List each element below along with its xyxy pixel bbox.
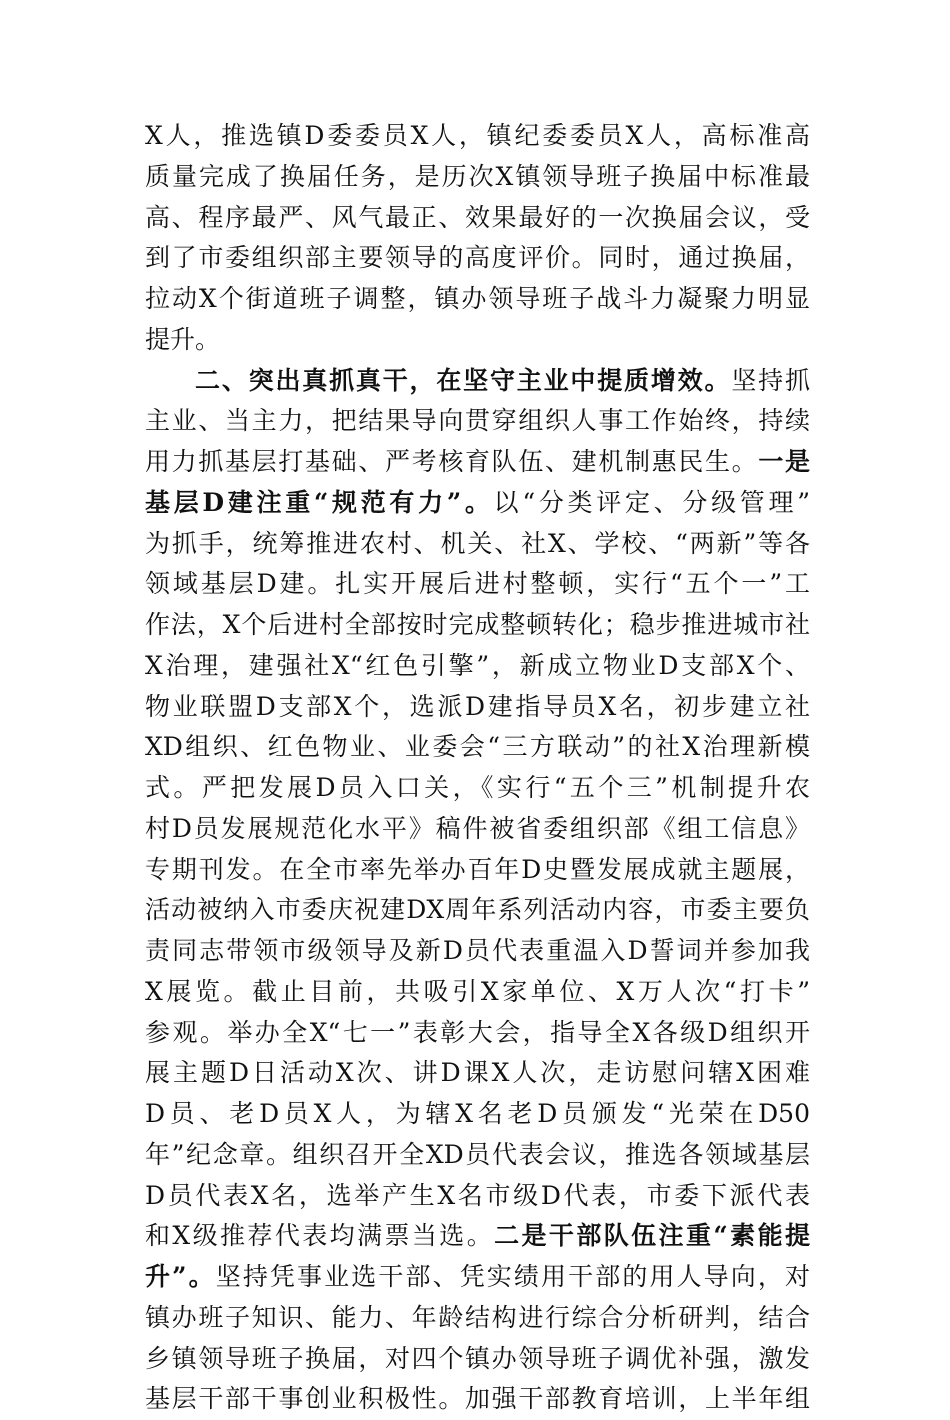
- text-run: 乡镇领导班子换届，对四个镇办领导班子调优补强，激发: [145, 1343, 810, 1373]
- text-run: 坚持凭事业选干部、凭实绩用干部的用人导向，对: [215, 1262, 810, 1291]
- text-line: [145, 1216, 810, 1257]
- text-line: [145, 1298, 810, 1339]
- text-run: 高、程序最严、风气最正、效果最好的一次换届会议，受: [145, 202, 810, 232]
- text-run: 展主题D日活动X次、讲D课X人次，走访慰问辖X困难: [145, 1058, 810, 1088]
- text-line: [145, 483, 810, 524]
- text-line: [145, 401, 810, 442]
- text-line: [145, 279, 810, 320]
- text-line: [145, 157, 810, 198]
- bold-text-run: 二是干部队伍注重“素能提: [494, 1221, 810, 1251]
- text-run: 基层干部干事创业积极性。加强干部教育培训，上半年组: [145, 1384, 810, 1414]
- text-run: 责同志带领市级领导及新D员代表重温入D誓词并参加我: [145, 936, 810, 965]
- text-run: 主业、当主力，把结果导向贯穿组织人事工作始终，持续: [145, 406, 810, 436]
- text-run: 拉动X个街道班子调整，镇办领导班子战斗力凝聚力明显: [145, 284, 810, 313]
- text-run: 活动被纳入市委庆祝建DX周年系列活动内容，市委主要负: [145, 895, 810, 925]
- text-line: [145, 687, 810, 728]
- text-run: 专期刊发。在全市率先举办百年D史暨发展成就主题展，: [145, 854, 810, 884]
- text-run: 物业联盟D支部X个，选派D建指导员X名，初步建立社: [145, 691, 810, 721]
- text-run: 用力抓基层打基础、严考核育队伍、建机制惠民生。: [145, 447, 759, 476]
- text-run: 镇办班子知识、能力、年龄结构进行综合分析研判，结合: [145, 1302, 810, 1332]
- text-run: 提升。: [145, 324, 221, 354]
- text-line: [145, 809, 810, 850]
- text-run: X人，推选镇D委委员X人，镇纪委委员X人，高标准高: [145, 121, 810, 150]
- text-line: [145, 1135, 810, 1176]
- text-line: [145, 524, 810, 565]
- text-line: [145, 198, 810, 239]
- text-run: 质量完成了换届任务，是历次X镇领导班子换届中标准最: [145, 161, 810, 191]
- text-run: 领域基层D建。扎实开展后进村整顿，实行“五个一”工: [145, 569, 810, 599]
- text-run: 为抓手，统筹推进农村、机关、社X、学校、“两新”等各: [145, 528, 810, 558]
- text-line: [145, 931, 810, 972]
- text-run: X展览。截止目前，共吸引X家单位、X万人次“打卡”: [145, 976, 810, 1006]
- bold-text-run: 一是: [758, 447, 810, 476]
- text-run: 坚持抓: [731, 365, 810, 395]
- text-run: 以“分类评定、分级管理”: [493, 487, 810, 517]
- text-line: [145, 442, 810, 483]
- text-run: 和X级推荐代表均满票当选。: [145, 1221, 495, 1251]
- text-line: [145, 116, 810, 157]
- text-run: 作法，X个后进村全部按时完成整顿转化；稳步推进城市社: [145, 610, 810, 639]
- text-run: X治理，建强社X“红色引擎”，新成立物业D支部X个、: [145, 650, 810, 680]
- bold-text-run: 二、突出真抓真干，在坚守主业中提质增效。: [195, 365, 732, 395]
- text-run: 年”纪念章。组织召开全XD员代表会议，推选各领域基层: [145, 1139, 810, 1169]
- text-line: [145, 768, 810, 809]
- text-line: [145, 646, 810, 687]
- text-line: [145, 890, 810, 931]
- text-line: [145, 605, 810, 646]
- text-run: 村D员发展规范化水平》稿件被省委组织部《组工信息》: [145, 813, 810, 843]
- bold-text-run: 基层D建注重“规范有力”。: [145, 487, 494, 517]
- text-line: [145, 1176, 810, 1217]
- bold-text-run: 升”。: [145, 1262, 216, 1291]
- text-run: 式。严把发展D员入口关，《实行“五个三”机制提升农: [145, 773, 810, 802]
- text-line: [145, 1379, 810, 1420]
- text-line: [145, 564, 810, 605]
- body-text: [145, 116, 810, 1420]
- text-line: [145, 1339, 810, 1380]
- text-run: D员、老D员X人，为辖X名老D员颁发“光荣在D50: [145, 1099, 810, 1128]
- text-line: [145, 972, 810, 1013]
- text-line: [145, 1013, 810, 1054]
- text-run: 参观。举办全X“七一”表彰大会，指导全X各级D组织开: [145, 1017, 810, 1047]
- text-run: XD组织、红色物业、业委会“三方联动”的社X治理新模: [145, 732, 810, 762]
- text-line: [145, 850, 810, 891]
- text-line: [145, 361, 810, 402]
- text-line: [145, 727, 810, 768]
- text-line: [145, 1053, 810, 1094]
- text-run: 到了市委组织部主要领导的高度评价。同时，通过换届，: [145, 243, 810, 273]
- text-line: [145, 1257, 810, 1298]
- text-line: [145, 320, 810, 361]
- text-run: D员代表X名，选举产生X名市级D代表，市委下派代表: [145, 1180, 810, 1210]
- text-line: [145, 1094, 810, 1135]
- text-line: [145, 238, 810, 279]
